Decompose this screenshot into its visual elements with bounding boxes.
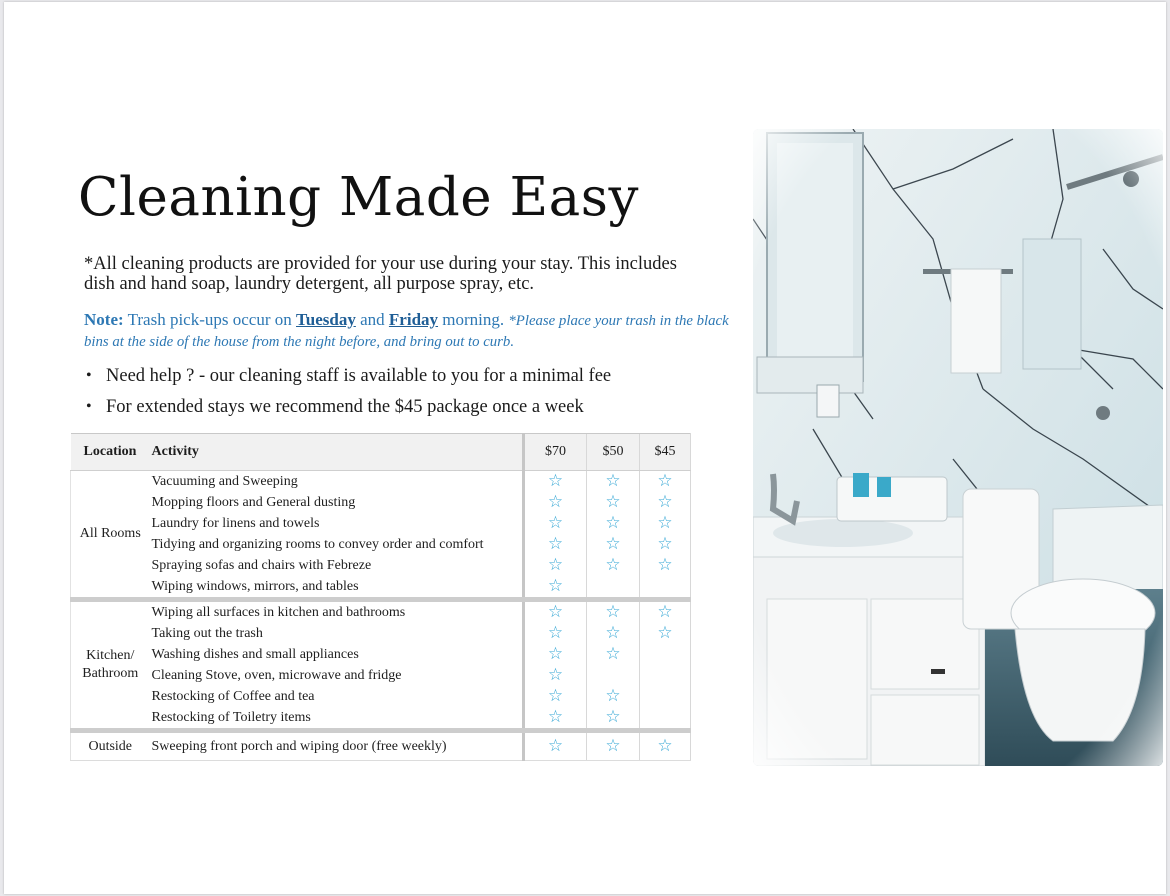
price-45-cell bbox=[640, 492, 691, 513]
price-70-cell bbox=[524, 731, 587, 761]
price-45-cell bbox=[640, 600, 691, 624]
star-outline-icon: ☆ bbox=[547, 736, 564, 755]
price-50-cell bbox=[587, 665, 640, 686]
note-and: and bbox=[355, 310, 389, 329]
note-day-friday: Friday bbox=[388, 310, 439, 329]
star-outline-icon: ☆ bbox=[657, 623, 673, 642]
page-title: Cleaning Made Easy bbox=[78, 167, 639, 228]
bullet-item bbox=[84, 364, 611, 395]
activity-cell: Mopping floors and General dusting bbox=[151, 494, 356, 510]
price-45-cell bbox=[640, 555, 691, 576]
price-45-cell bbox=[640, 471, 691, 493]
price-45-cell bbox=[640, 576, 691, 600]
star-outline-icon: ☆ bbox=[547, 534, 564, 553]
header-price-50: $50 bbox=[587, 434, 640, 471]
activity-cell: Restocking of Coffee and tea bbox=[151, 688, 315, 704]
header-activity: Activity bbox=[150, 434, 524, 471]
price-50-cell bbox=[587, 623, 640, 644]
price-70-cell bbox=[524, 534, 587, 555]
activity-cell: Restocking of Toiletry items bbox=[151, 709, 311, 725]
star-outline-icon: ☆ bbox=[605, 623, 621, 642]
price-70-cell bbox=[524, 555, 587, 576]
price-50-cell bbox=[587, 471, 640, 493]
note-day-tuesday: Tuesday bbox=[296, 310, 356, 329]
price-50-cell bbox=[587, 600, 640, 624]
price-70-cell bbox=[524, 707, 587, 731]
star-outline-icon: ☆ bbox=[605, 471, 621, 490]
bullet-list bbox=[84, 364, 611, 426]
table-row bbox=[71, 513, 691, 534]
location-cell: Outside bbox=[71, 731, 150, 761]
price-70-cell bbox=[524, 576, 587, 600]
price-50-cell bbox=[587, 555, 640, 576]
price-70-cell bbox=[524, 665, 587, 686]
star-outline-icon: ☆ bbox=[605, 534, 621, 553]
star-outline-icon: ☆ bbox=[605, 707, 621, 726]
star-outline-icon: ☆ bbox=[605, 513, 621, 532]
note-aside: *Please place your trash in the black bins at the side of the house from the night before, and bring out to curb. bbox=[84, 313, 729, 350]
price-45-cell bbox=[640, 644, 691, 665]
location-cell: Kitchen/ Bathroom bbox=[71, 600, 150, 731]
price-70-cell bbox=[524, 492, 587, 513]
star-outline-icon: ☆ bbox=[657, 736, 673, 755]
star-outline-icon: ☆ bbox=[605, 602, 621, 621]
activity-cell: Vacuuming and Sweeping bbox=[151, 473, 298, 489]
bathroom-photo-drawing bbox=[753, 129, 1163, 766]
table-row bbox=[71, 623, 691, 644]
star-outline-icon: ☆ bbox=[547, 665, 564, 684]
price-70-cell bbox=[524, 513, 587, 534]
activity-cell: Taking out the trash bbox=[151, 625, 263, 641]
header-location: Location bbox=[71, 434, 150, 471]
note-text-after: morning. bbox=[438, 310, 509, 329]
price-50-cell bbox=[587, 534, 640, 555]
star-outline-icon: ☆ bbox=[657, 555, 673, 574]
table-header-row bbox=[71, 434, 691, 471]
activity-cell: Wiping windows, mirrors, and tables bbox=[151, 578, 359, 594]
bullet-text: Need help ? - our cleaning staff is available to you for a minimal fee bbox=[106, 366, 612, 386]
star-outline-icon: ☆ bbox=[605, 492, 621, 511]
activity-cell: Sweeping front porch and wiping door (free weekly) bbox=[150, 731, 524, 761]
header-price-45: $45 bbox=[640, 434, 691, 471]
activity-cell: Washing dishes and small appliances bbox=[151, 646, 359, 662]
bullet-icon: • bbox=[86, 367, 92, 384]
table-row bbox=[71, 576, 691, 600]
trash-note bbox=[84, 310, 744, 352]
table-row bbox=[71, 686, 691, 707]
star-outline-icon: ☆ bbox=[547, 576, 564, 595]
bullet-item bbox=[84, 395, 611, 426]
price-70-cell bbox=[524, 686, 587, 707]
document-page bbox=[4, 2, 1166, 894]
star-outline-icon: ☆ bbox=[657, 513, 673, 532]
star-outline-icon: ☆ bbox=[547, 492, 564, 511]
note-label: Note: bbox=[84, 310, 124, 329]
star-outline-icon: ☆ bbox=[657, 602, 673, 621]
star-outline-icon: ☆ bbox=[605, 644, 621, 663]
bullet-text: For extended stays we recommend the $45 package once a week bbox=[106, 397, 584, 417]
price-45-cell bbox=[640, 686, 691, 707]
star-outline-icon: ☆ bbox=[547, 686, 564, 705]
table-row bbox=[71, 600, 691, 624]
activity-cell: Laundry for linens and towels bbox=[151, 515, 320, 531]
table-row bbox=[71, 731, 691, 761]
star-outline-icon: ☆ bbox=[657, 492, 673, 511]
activity-cell: Tidying and organizing rooms to convey order and comfort bbox=[151, 536, 484, 552]
table-row bbox=[71, 534, 691, 555]
table-row bbox=[71, 707, 691, 731]
star-outline-icon: ☆ bbox=[605, 686, 621, 705]
bullet-icon: • bbox=[86, 398, 92, 415]
star-outline-icon: ☆ bbox=[547, 471, 564, 490]
price-50-cell bbox=[587, 513, 640, 534]
star-outline-icon: ☆ bbox=[547, 707, 564, 726]
table-row bbox=[71, 471, 691, 493]
price-70-cell bbox=[524, 471, 587, 493]
star-outline-icon: ☆ bbox=[657, 471, 673, 490]
star-outline-icon: ☆ bbox=[547, 513, 564, 532]
note-text-before: Trash pick-ups occur on bbox=[123, 310, 297, 329]
table-row bbox=[71, 644, 691, 665]
price-45-cell bbox=[640, 665, 691, 686]
price-50-cell bbox=[587, 686, 640, 707]
activity-cell: Wiping all surfaces in kitchen and bathrooms bbox=[150, 600, 524, 624]
activity-cell: Cleaning Stove, oven, microwave and fridge bbox=[151, 667, 402, 683]
price-70-cell bbox=[524, 600, 587, 624]
price-45-cell bbox=[640, 623, 691, 644]
star-outline-icon: ☆ bbox=[605, 736, 621, 755]
star-outline-icon: ☆ bbox=[547, 602, 564, 621]
star-outline-icon: ☆ bbox=[547, 623, 564, 642]
price-50-cell bbox=[587, 492, 640, 513]
bathroom-photo bbox=[753, 129, 1163, 766]
price-45-cell bbox=[640, 534, 691, 555]
table-row bbox=[71, 555, 691, 576]
star-outline-icon: ☆ bbox=[605, 555, 621, 574]
activity-cell: Spraying sofas and chairs with Febreze bbox=[151, 557, 372, 573]
price-45-cell bbox=[640, 707, 691, 731]
price-70-cell bbox=[524, 644, 587, 665]
price-45-cell bbox=[640, 513, 691, 534]
location-cell: All Rooms bbox=[71, 471, 150, 600]
price-50-cell bbox=[587, 731, 640, 761]
price-45-cell bbox=[640, 731, 691, 761]
table-body bbox=[71, 471, 691, 761]
star-outline-icon: ☆ bbox=[547, 644, 564, 663]
header-price-70: $70 bbox=[524, 434, 587, 471]
price-50-cell bbox=[587, 576, 640, 600]
price-50-cell bbox=[587, 644, 640, 665]
table-row bbox=[71, 665, 691, 686]
star-outline-icon: ☆ bbox=[657, 534, 673, 553]
price-50-cell bbox=[587, 707, 640, 731]
price-70-cell bbox=[524, 623, 587, 644]
cleaning-packages-table bbox=[70, 433, 691, 761]
intro-text: *All cleaning products are provided for your use during your stay. This includes dish and hand soap, laundry detergent, all purpose spray, etc. bbox=[84, 254, 677, 294]
star-outline-icon: ☆ bbox=[547, 555, 564, 574]
table-row bbox=[71, 492, 691, 513]
